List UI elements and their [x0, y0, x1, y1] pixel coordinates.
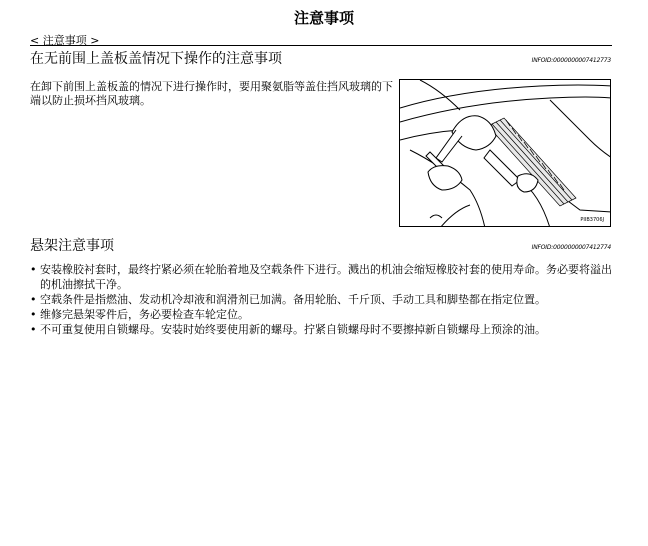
page-title: 注意事项 — [293, 9, 354, 27]
list-item: • 空载条件是指燃油、发动机冷却液和润滑剂已加满。备用轮胎、千斤顶、手动工具和脚垫都在指定位置。 — [30, 293, 546, 306]
suspension-precautions-list — [30, 262, 615, 337]
info-id: INFOID:0000000007412773 — [531, 57, 611, 64]
header-divider — [30, 45, 612, 46]
bullet-icon: • — [30, 293, 37, 306]
list-item: • 安装橡胶衬套时，最终拧紧必须在轮胎着地及空载条件下进行。溅出的机油会缩短橡胶衬套的使用寿命。务必要将溢出的机油擦拭干净。 — [30, 263, 612, 291]
section-title-suspension: 悬架注意事项 — [30, 238, 114, 254]
windshield-protection-illustration — [399, 79, 611, 227]
bullet-icon: • — [30, 308, 37, 321]
section-title-cowl-top: 在无前围上盖板盖情况下操作的注意事项 — [30, 51, 282, 67]
list-item: • 不可重复使用自锁螺母。安装时始终要使用新的螺母。拧紧自锁螺母时不要擦掉新自锁螺母上预涂的油。 — [30, 323, 546, 336]
illustration-drawing — [400, 80, 611, 227]
figure-code: PIIB3706J — [580, 217, 604, 223]
bullet-icon: • — [30, 323, 37, 336]
info-id: INFOID:0000000007412774 — [531, 244, 611, 251]
breadcrumb[interactable]: < 注意事项 > — [30, 34, 100, 47]
list-item: • 维修完悬架零件后，务必要检查车轮定位。 — [30, 308, 249, 321]
section-text-cowl-top: 在卸下前围上盖板盖的情况下进行操作时，要用聚氨脂等盖住挡风玻璃的下端以防止损坏挡风玻璃。 — [30, 80, 393, 107]
bullet-icon: • — [30, 263, 37, 276]
